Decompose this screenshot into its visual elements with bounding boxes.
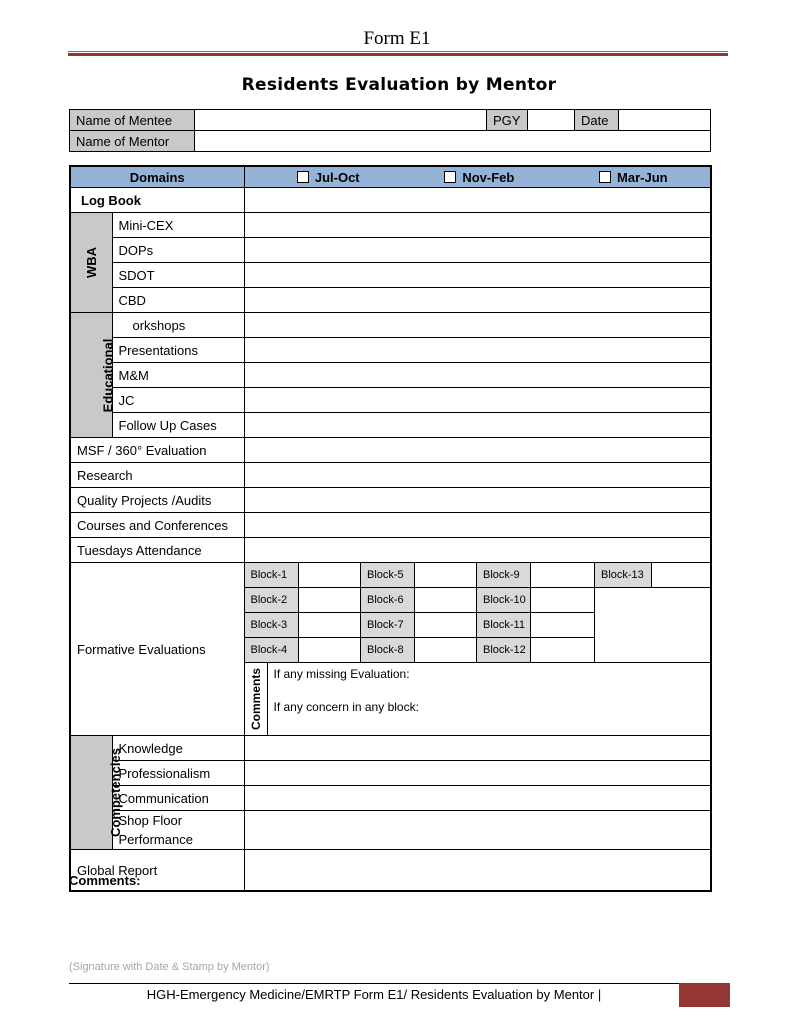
period-mar-jun[interactable]: Mar-Jun: [599, 170, 668, 185]
block-field[interactable]: [415, 563, 477, 588]
main-title: Residents Evaluation by Mentor: [241, 75, 557, 95]
pgy-field[interactable]: [528, 110, 575, 131]
row-field[interactable]: [244, 488, 711, 513]
block-label: Block-7: [361, 613, 415, 638]
log-book-field[interactable]: [244, 188, 711, 213]
block-label: Block-3: [245, 613, 299, 638]
block-field[interactable]: [299, 613, 361, 638]
block-field[interactable]: [415, 638, 477, 663]
competencies-group: Competencies: [70, 736, 112, 850]
wba-field[interactable]: [244, 263, 711, 288]
block-field[interactable]: [531, 563, 595, 588]
educational-item: M&M: [112, 363, 244, 388]
wba-group: WBA: [70, 213, 112, 313]
competency-field[interactable]: [244, 736, 711, 761]
comments-vertical-label: Comments: [245, 663, 268, 735]
concern-text[interactable]: If any concern in any block:: [273, 700, 419, 714]
block-label: Block-2: [245, 588, 299, 613]
period-nov-feb[interactable]: Nov-Feb: [444, 170, 514, 185]
row-label: Research: [70, 463, 244, 488]
wba-item: DOPs: [112, 238, 244, 263]
wba-item: SDOT: [112, 263, 244, 288]
educational-item: JC: [112, 388, 244, 413]
wba-item: Mini-CEX: [112, 213, 244, 238]
footer-accent-box: [679, 983, 730, 1007]
block-comments: [245, 663, 712, 736]
competency-item-shop-floor: Shop Floor Performance: [112, 811, 244, 850]
block-field[interactable]: [652, 563, 712, 588]
wba-field[interactable]: [244, 238, 711, 263]
period-jul-oct[interactable]: Jul-Oct: [297, 170, 360, 185]
competency-field[interactable]: [244, 761, 711, 786]
competency-item: Communication: [112, 786, 244, 811]
block-field[interactable]: [531, 613, 595, 638]
evaluation-table: [69, 165, 712, 892]
educational-field[interactable]: [244, 413, 711, 438]
educational-field[interactable]: [244, 363, 711, 388]
wba-field[interactable]: [244, 213, 711, 238]
row-field[interactable]: [244, 463, 711, 488]
domains-header: Domains: [70, 166, 244, 188]
log-book-label: Log Book: [70, 188, 244, 213]
educational-item: Follow Up Cases: [112, 413, 244, 438]
pgy-label: PGY: [487, 110, 528, 131]
block-label: Block-8: [361, 638, 415, 663]
checkbox-icon[interactable]: [297, 171, 309, 183]
block-field[interactable]: [531, 638, 595, 663]
block-field[interactable]: [415, 588, 477, 613]
block-label: Block-9: [477, 563, 531, 588]
mentee-field[interactable]: [195, 110, 487, 131]
row-field[interactable]: [244, 538, 711, 563]
formative-label: Formative Evaluations: [70, 563, 244, 736]
checkbox-icon[interactable]: [444, 171, 456, 183]
block-label: Block-12: [477, 638, 531, 663]
block-field[interactable]: [299, 638, 361, 663]
comments-label: Comments:: [69, 873, 141, 888]
educational-field[interactable]: [244, 338, 711, 363]
block-label: Block-10: [477, 588, 531, 613]
block-empty: [595, 588, 712, 663]
row-label: Courses and Conferences: [70, 513, 244, 538]
info-table: [69, 109, 711, 152]
wba-item: CBD: [112, 288, 244, 313]
educational-item: Presentations: [112, 338, 244, 363]
block-label: Block-11: [477, 613, 531, 638]
global-report-field[interactable]: [244, 850, 711, 892]
row-label: MSF / 360° Evaluation: [70, 438, 244, 463]
educational-item: orkshops: [112, 313, 244, 338]
blocks-grid: [245, 563, 712, 735]
row-field[interactable]: [244, 513, 711, 538]
period-header: [244, 166, 711, 188]
date-label: Date: [575, 110, 619, 131]
competency-item: Professionalism: [112, 761, 244, 786]
title-rule-thin: [68, 51, 728, 52]
mentor-label: Name of Mentor: [70, 131, 195, 152]
row-label: Quality Projects /Audits: [70, 488, 244, 513]
block-field[interactable]: [531, 588, 595, 613]
mentee-label: Name of Mentee: [70, 110, 195, 131]
block-label: Block-1: [245, 563, 299, 588]
educational-field[interactable]: [244, 313, 711, 338]
block-field[interactable]: [299, 588, 361, 613]
mentor-field[interactable]: [195, 131, 711, 152]
form-title: Form E1: [363, 28, 431, 49]
educational-group: Educational: [70, 313, 112, 438]
missing-eval-text[interactable]: If any missing Evaluation:: [273, 667, 410, 681]
competency-field[interactable]: [244, 786, 711, 811]
block-label: Block-4: [245, 638, 299, 663]
checkbox-icon[interactable]: [599, 171, 611, 183]
block-label: Block-13: [595, 563, 652, 588]
footer-rule: [69, 983, 679, 984]
block-label: Block-5: [361, 563, 415, 588]
block-field[interactable]: [415, 613, 477, 638]
block-label: Block-6: [361, 588, 415, 613]
global-report-label: Global Report: [70, 850, 244, 892]
educational-field[interactable]: [244, 388, 711, 413]
row-label: Tuesdays Attendance: [70, 538, 244, 563]
block-field[interactable]: [299, 563, 361, 588]
date-field[interactable]: [619, 110, 711, 131]
title-rule: [68, 53, 728, 56]
wba-field[interactable]: [244, 288, 711, 313]
footer-text: HGH-Emergency Medicine/EMRTP Form E1/ Residents Evaluation by Mentor |: [146, 987, 602, 1002]
signature-hint: (Signature with Date & Stamp by Mentor): [69, 961, 270, 973]
row-field[interactable]: [244, 438, 711, 463]
formative-cell: [244, 563, 711, 736]
competency-field[interactable]: [244, 811, 711, 850]
competency-item: Knowledge: [112, 736, 244, 761]
